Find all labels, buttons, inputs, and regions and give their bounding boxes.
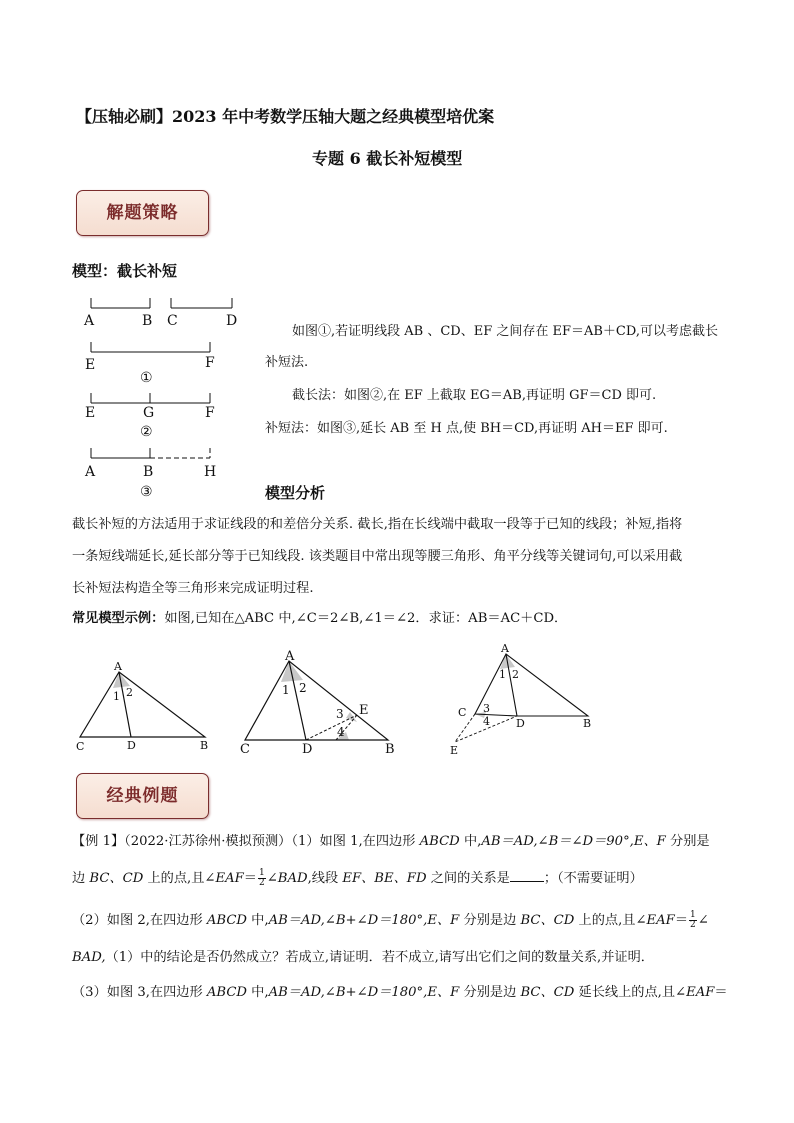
ex1-l5g: 延长线上的点,且∠ [574,985,687,1000]
triangle-figure-1 [76,660,208,753]
ex1-l1c: 中, [459,834,482,849]
t3-a: A [501,642,509,655]
ex1-l3e: 分别是边 [459,913,521,928]
model-desc-1b: 补短法. [265,355,309,370]
ex1-l3f: BC、CD [520,913,575,928]
triangle-figures [70,642,730,762]
segment-ef-1 [91,342,210,352]
example-label: 常见模型示例： [72,611,165,626]
ex1-l5b: ABCD [206,985,247,1000]
model-desc-3: 补短法：如图③,延长 AB 至 H 点,使 BH＝CD,再证明 AH＝EF 即可. [265,421,668,436]
ex1-l5i: ＝ [714,985,728,1000]
analysis-line-1: 截长补短的方法适用于求证线段的和差倍分关系. 截长,指在长线端中截取一段等于已知的线段；补短,指将 [72,517,683,532]
half-denominator: 2 [258,878,265,888]
figure-1-number: ① [140,370,153,386]
ex1-l1d: AB＝AD,∠B＝∠D＝90°,E、F [481,834,666,849]
label-a: A [84,313,95,329]
ex1-l2g: BAD [277,871,308,886]
segment-ef-2 [91,393,210,403]
ex1-l2e: ＝ [243,871,257,886]
t1-angle-1: 1 [113,690,120,703]
t2-angle-3: 3 [336,707,344,721]
ex1-l3g: 上的点,且∠ [574,913,647,928]
t3-c: C [458,706,467,719]
triangle-figure-2 [240,649,395,757]
t1-c: C [76,740,85,753]
example1-line-2 [72,866,643,892]
example1-line-5 [72,980,728,1006]
t3-b: B [583,717,592,730]
triangle-figure-3 [450,642,591,757]
page-header: 【压轴必刷】2023 年中考数学压轴大题之经典模型培优案 [76,107,495,126]
answer-blank[interactable] [510,869,544,882]
ex1-l4b: （1）中的结论是否仍然成立？若成立,请证明．若不成立,请写出它们之间的数量关系,并证明． [105,950,654,965]
label-a-3: A [85,464,96,480]
ex1-l2b: BC、CD [89,871,144,886]
figure-3-number: ③ [140,484,153,500]
model-desc-2: 截长法：如图②,在 EF 上截取 EG＝AB,再证明 GF＝CD 即可. [292,388,657,403]
segment-diagrams [80,290,250,500]
model-heading: 模型：截长补短 [72,262,178,280]
t2-b: B [385,742,395,757]
t2-angle-4: 4 [337,725,345,739]
ex1-l1b: ABCD [419,834,460,849]
t2-c: C [240,742,250,757]
ex1-l2h: ,线段 [307,871,343,886]
t1-angle-2: 2 [126,686,133,699]
t1-a: A [114,660,122,673]
model-desc-1: 如图①,若证明线段 AB 、CD、EF 之间存在 EF＝AB＋CD,可以考虑截长 [292,324,718,339]
page-subtitle: 专题 6 截长补短模型 [312,149,463,168]
ex1-l1a: 【例 1】（2022·江苏徐州·模拟预测）（1）如图 1,在四边形 [72,834,420,849]
figure-2-number: ② [140,424,153,440]
label-g: G [143,405,155,421]
analysis-line-3: 长补短法构造全等三角形来完成证明过程. [72,581,314,596]
ex1-l2f: ∠ [266,871,278,886]
fraction-half-2 [689,911,697,930]
ex1-l4a: BAD, [72,950,106,965]
segment-bh-dashed [150,448,210,458]
strategy-badge: 解题策略 [76,190,209,236]
t2-d: D [302,742,313,757]
ex1-l2a: 边 [72,871,90,886]
t3-angle-4: 4 [483,715,490,728]
t3-d: D [516,717,525,730]
ex1-l3d: AB＝AD,∠B+∠D＝180°,E、F [268,913,460,928]
ex1-l5a: （3）如图 3,在四边形 [72,985,207,1000]
ex1-l5h: EAF [686,985,715,1000]
ex1-l2k: ；（不需要证明） [543,871,643,886]
half-numerator-2: 1 [690,910,696,920]
ex1-l5d: AB＝AD,∠B+∠D＝180°,E、F [268,985,460,1000]
half-numerator: 1 [258,868,265,878]
label-h: H [204,464,217,480]
label-b: B [142,313,153,329]
examples-badge: 经典例题 [76,773,209,819]
t3-angle-3: 3 [483,702,490,715]
ex1-l3h: EAF [646,913,675,928]
half-denominator-2: 2 [690,920,696,930]
label-f-2: F [205,405,215,421]
label-b-3: B [143,464,154,480]
ex1-l5e: 分别是边 [459,985,521,1000]
t3-e: E [450,744,459,757]
ex1-l2j: 之间的关系是 [426,871,510,886]
analysis-heading: 模型分析 [265,484,326,502]
ex1-l2i: EF、BE、FD [342,871,427,886]
ex1-l2c: 上的点,且∠ [143,871,216,886]
ex1-l5c: 中, [246,985,269,1000]
ex1-l3c: 中, [246,913,269,928]
segment-ab [91,298,150,308]
t3-angle-1: 1 [499,668,506,681]
example-text: 如图,已知在△ABC 中,∠C＝2∠B,∠1＝∠2．求证：AB＝AC＋CD． [164,611,568,626]
label-f: F [205,355,215,371]
segment-cd [171,298,232,308]
label-e: E [85,357,96,373]
example-statement [72,606,567,632]
label-d: D [226,313,238,329]
label-e-2: E [85,405,96,421]
ex1-l3i: ＝ [674,913,689,928]
segment-ah [91,448,150,458]
t2-a: A [285,649,295,664]
t3-angle-2: 2 [512,668,519,681]
example1-line-4 [72,945,654,971]
t1-b: B [200,739,209,752]
ex1-l2d: EAF [215,871,244,886]
ex1-l3j: ∠ [697,913,709,928]
example1-line-1 [72,829,710,855]
t2-e: E [359,703,369,718]
ex1-l1e: 分别是 [665,834,710,849]
ex1-l3b: ABCD [206,913,247,928]
fraction-half [258,869,266,888]
label-c: C [167,313,178,329]
analysis-line-2: 一条短线端延长,延长部分等于已知线段. 该类题目中常出现等腰三角形、角平分线等关键词句,可以采用截 [72,549,683,564]
ex1-l5f: BC、CD [520,985,575,1000]
t2-angle-2: 2 [299,681,307,695]
ex1-l3a: （2）如图 2,在四边形 [72,913,207,928]
t2-angle-1: 1 [282,683,290,697]
example1-line-3 [72,908,709,934]
t1-d: D [127,739,136,752]
